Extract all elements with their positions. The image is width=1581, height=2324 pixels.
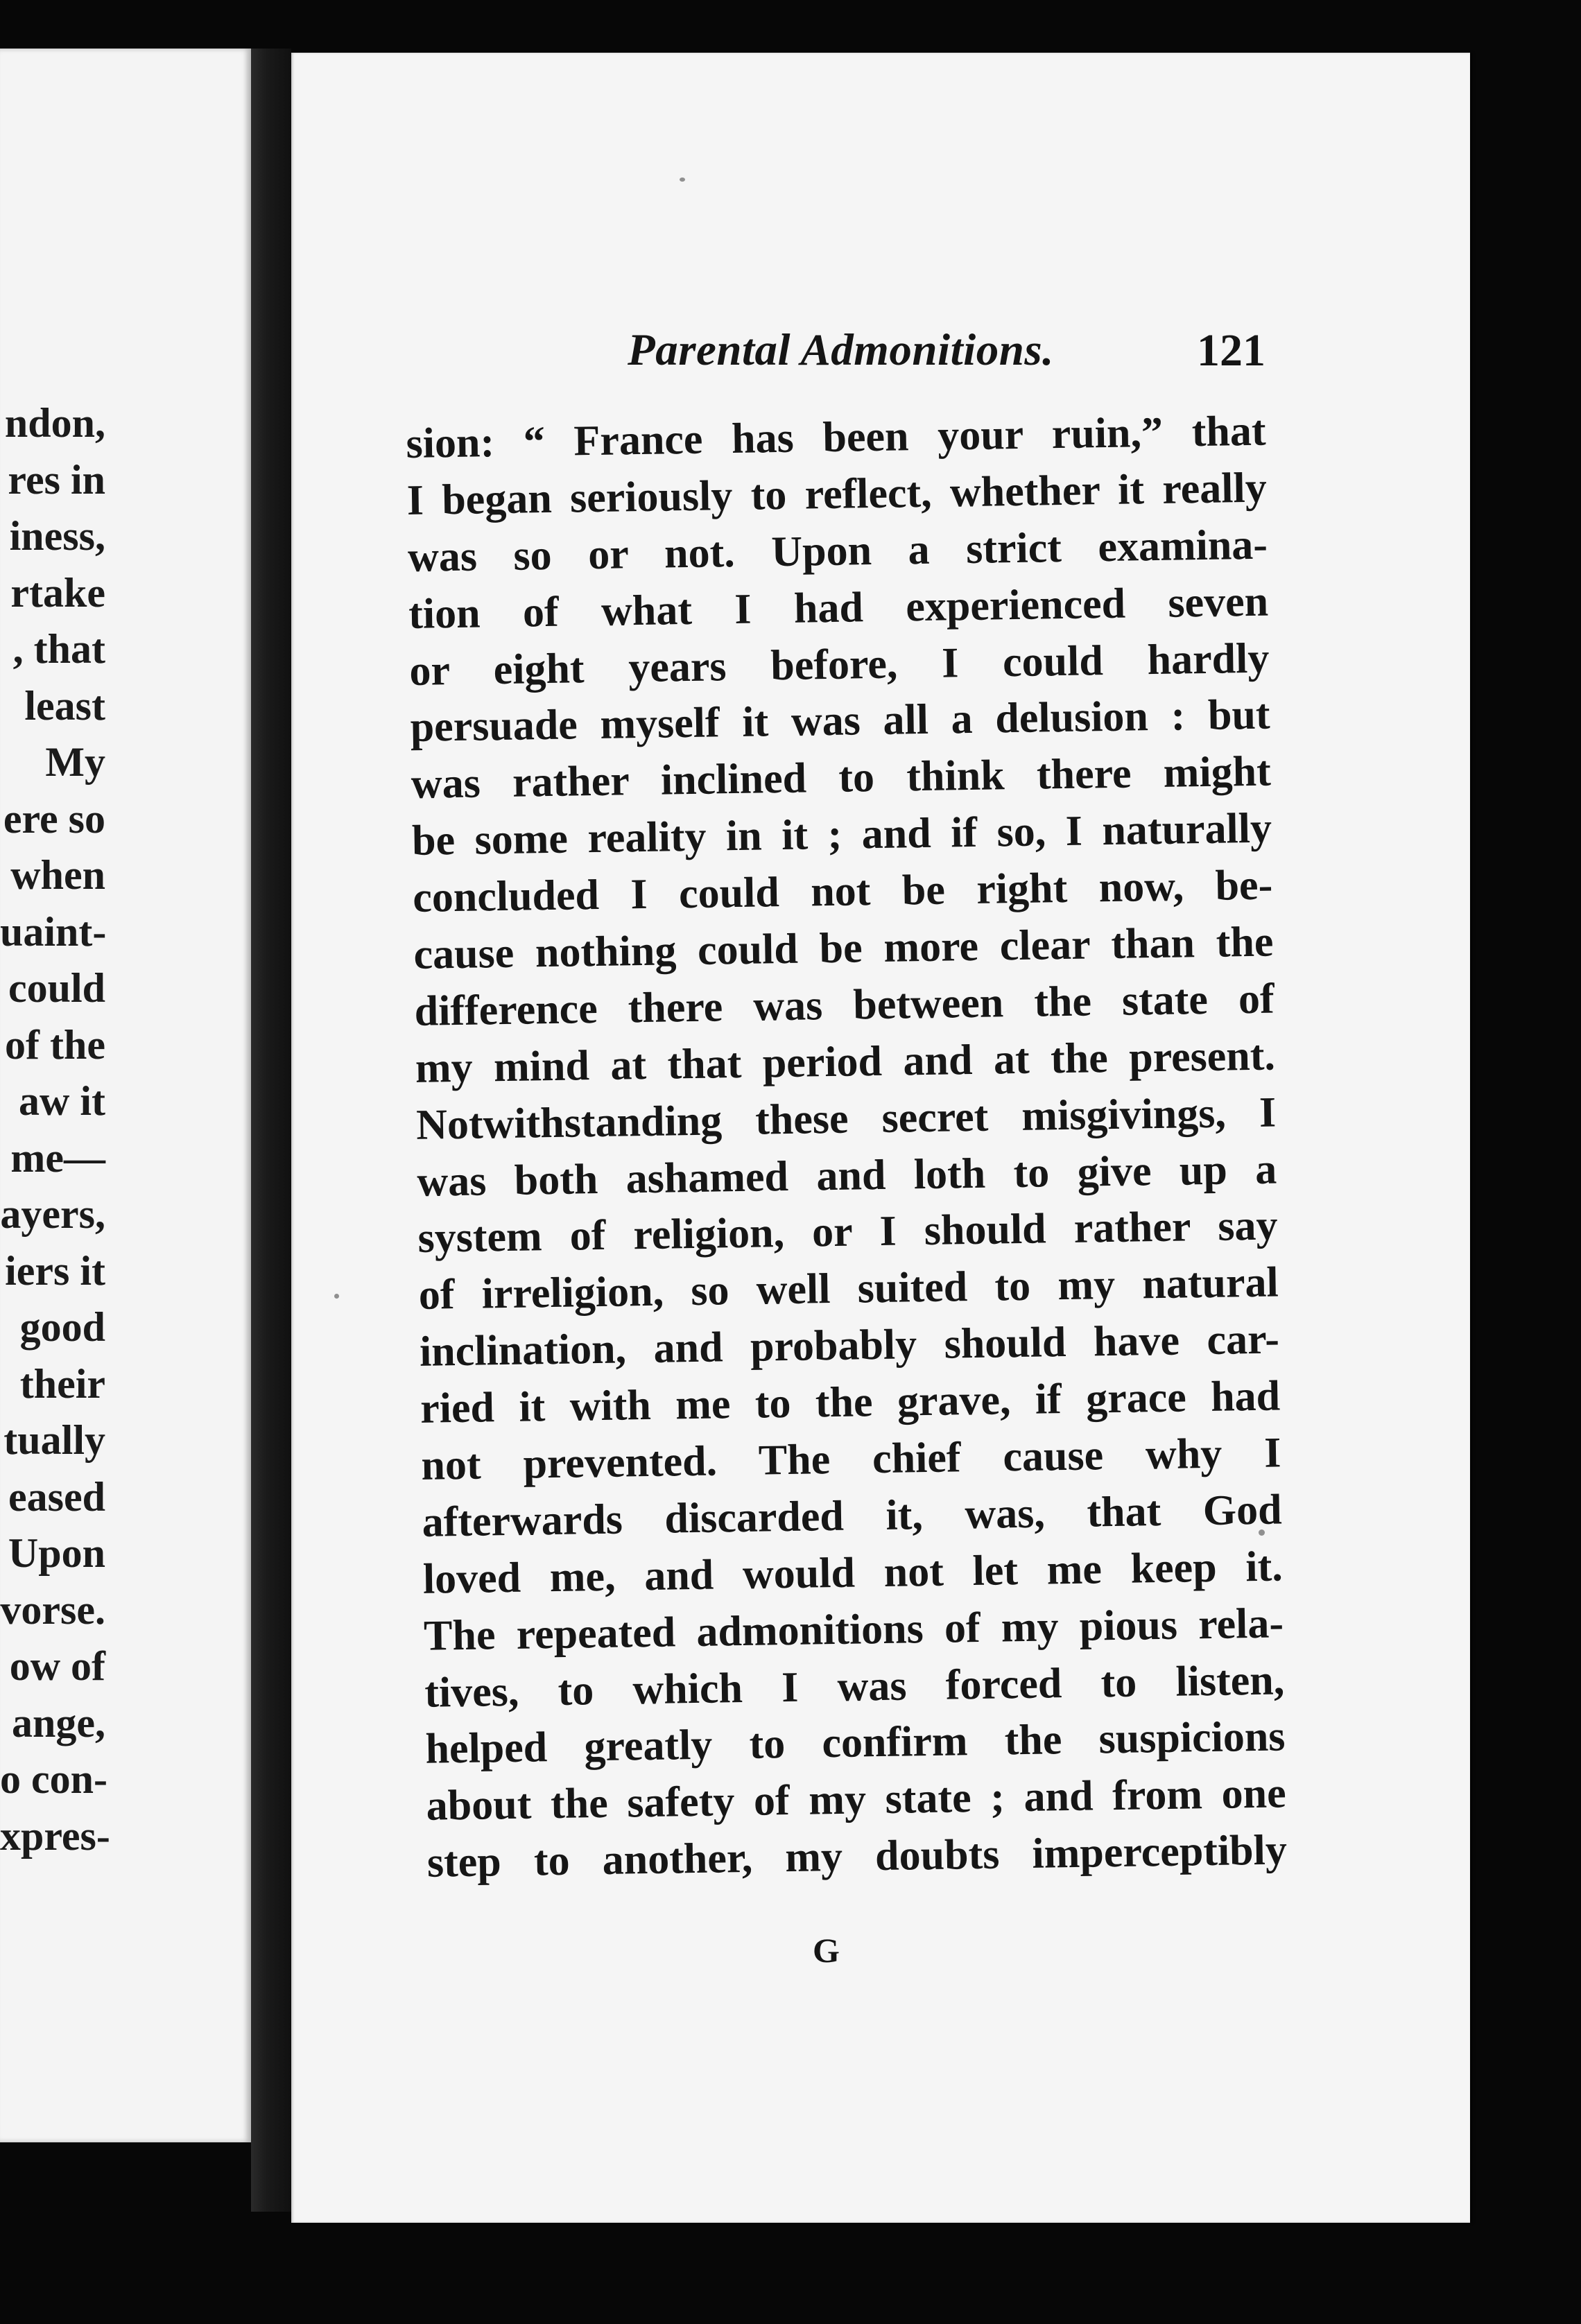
text-line: persuade myself it was all a delusion : but [410, 691, 1271, 752]
left-page-line: Upon [8, 1530, 105, 1576]
left-page-line: o con- [0, 1756, 107, 1802]
text-line: tion of what I had experienced seven [408, 578, 1269, 638]
text-line: cause nothing could be more clear than the [413, 918, 1274, 978]
text-line: my mind at that period and at the present. [415, 1032, 1276, 1092]
left-page-line: aw it [19, 1078, 105, 1124]
text-line: was so or not. Upon a strict examina- [407, 521, 1268, 581]
text-line: system of religion, or I should rather say [417, 1202, 1278, 1263]
left-page-text [0, 395, 110, 1864]
left-page-line: My [45, 739, 105, 785]
left-page-line: when [10, 852, 105, 898]
text-line: sion: “ France has been your ruin,” that [406, 407, 1266, 467]
page-number: 121 [1197, 325, 1265, 376]
text-line: ried it with me to the grave, if grace had [420, 1372, 1281, 1432]
left-page-line: me— [10, 1134, 105, 1181]
text-line: be some reality in it ; and if so, I naturally [411, 804, 1272, 865]
left-page-line: of the [5, 1021, 105, 1068]
text-line: step to another, my doubts imperceptibly [426, 1826, 1288, 1887]
text-line: loved me, and would not let me keep it. [422, 1543, 1284, 1603]
left-page-line: ere so [3, 795, 105, 842]
text-line: or eight years before, I could hardly [408, 634, 1270, 695]
text-line: afterwards discarded it, was, that God [422, 1486, 1283, 1546]
ink-speck [334, 1294, 339, 1299]
running-head [628, 324, 1265, 387]
left-page-line: ndon, [4, 400, 105, 446]
left-page-line: ange, [12, 1699, 105, 1746]
left-page-line: iers it [5, 1247, 105, 1294]
left-page-line: ayers, [0, 1191, 105, 1237]
left-page-line: rtake [10, 569, 105, 616]
left-page-line: , that [12, 626, 105, 672]
body-text [406, 404, 1287, 1892]
text-line: difference there was between the state of [414, 975, 1275, 1035]
book-gutter [251, 49, 291, 2212]
left-page-line: could [8, 965, 105, 1011]
left-page-line: good [19, 1304, 105, 1350]
text-line: inclination, and probably should have car- [419, 1315, 1280, 1376]
text-line: tives, to which I was forced to listen, [424, 1656, 1285, 1717]
left-page-line: tually [3, 1417, 105, 1463]
left-page-line: their [19, 1360, 105, 1407]
left-page-line: xpres- [0, 1812, 110, 1859]
text-line: helped greatly to confirm the suspicions [425, 1712, 1286, 1774]
running-head-title: Parental Admonitions. [628, 325, 1054, 375]
left-page-line: eased [8, 1473, 105, 1520]
text-line: I began seriously to reflect, whether it really [406, 464, 1268, 524]
left-page-line: ow of [9, 1643, 105, 1689]
left-page-line: res in [8, 456, 105, 503]
text-line: The repeated admonitions of my pious rela- [423, 1599, 1284, 1660]
left-page-line: uaint- [0, 908, 107, 955]
left-page-line: iness, [9, 513, 105, 559]
text-line: of irreligion, so well suited to my natural [418, 1258, 1279, 1319]
text-line: was rather inclined to think there might [411, 747, 1272, 808]
left-page-line: least [24, 682, 105, 729]
text-line: was both ashamed and loth to give up a [416, 1145, 1277, 1206]
text-line: about the safety of my state ; and from one [426, 1769, 1287, 1830]
text-line: concluded I could not be right now, be- [412, 861, 1273, 922]
text-line: not prevented. The chief cause why I [420, 1429, 1281, 1489]
left-page-line: vorse. [0, 1586, 105, 1633]
ink-speck [680, 177, 685, 182]
signature-mark: G [813, 1931, 840, 1970]
text-line: Notwithstanding these secret misgivings, I [415, 1089, 1277, 1149]
